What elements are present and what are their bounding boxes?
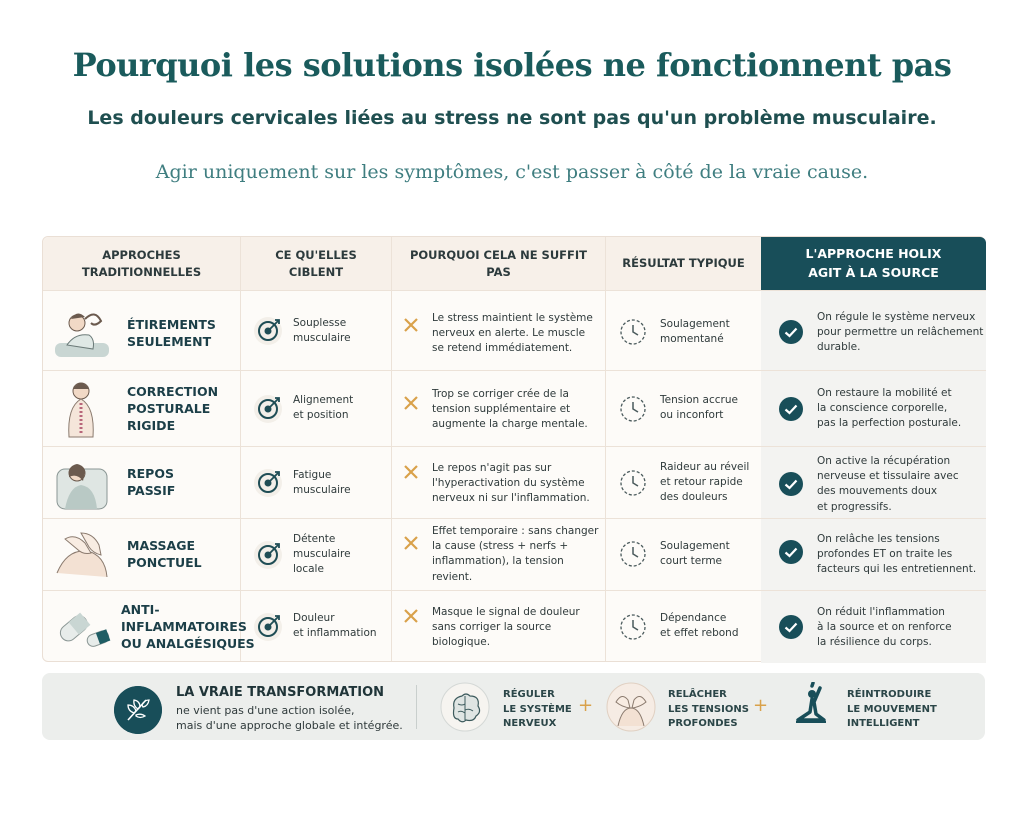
massage-neck-icon	[606, 682, 656, 732]
table-row	[43, 590, 986, 663]
target-text: Fatigue musculaire	[293, 469, 351, 497]
brain-icon	[440, 682, 490, 732]
step-label: RELÂCHER LES TENSIONS PROFONDES	[668, 689, 749, 729]
step-label: RÉINTRODUIRE LE MOUVEMENT INTELLIGENT	[847, 689, 937, 729]
clock-icon	[619, 395, 647, 423]
plus-sign: +	[578, 695, 594, 716]
approach-label: REPOS PASSIF	[127, 466, 176, 498]
plus-sign: +	[753, 695, 769, 716]
approach-label: ANTI- INFLAMMATOIRES OU ANALGÉSIQUES	[121, 602, 255, 651]
why-text: Effet temporaire : sans changer la cause (stress + nerfs + inflammation), la tension revient.	[432, 525, 599, 583]
target-text: Alignement et position	[293, 394, 354, 422]
target-icon	[253, 468, 283, 498]
result-text: Soulagement court terme	[660, 540, 730, 568]
banner-line-2: mais d'une approche globale et intégrée.	[176, 719, 403, 732]
page-title: Pourquoi les solutions isolées ne fonctionnent pas	[72, 46, 952, 84]
header-result	[606, 237, 761, 290]
holix-text: On régule le système nerveux pour permettre un relâchement durable.	[817, 311, 984, 354]
header-holix	[761, 237, 986, 290]
target-icon	[253, 540, 283, 570]
page-subtitle: Les douleurs cervicales liées au stress ne sont pas qu'un problème musculaire.	[87, 107, 937, 129]
check-icon	[779, 320, 803, 344]
approach-label: MASSAGE PONCTUEL	[127, 538, 202, 570]
header-approaches	[43, 237, 240, 290]
target-icon	[253, 612, 283, 642]
result-text: Soulagement momentané	[660, 318, 730, 346]
header-holix-label: L'APPROCHE HOLIX AGIT À LA SOURCE	[805, 246, 942, 280]
banner-line-1: ne vient pas d'une action isolée,	[176, 704, 355, 717]
check-icon	[779, 540, 803, 564]
cross-icon	[403, 608, 419, 624]
result-text: Tension accrue ou inconfort	[660, 394, 738, 422]
target-text: Douleur et inflammation	[293, 612, 377, 640]
header-why	[392, 237, 605, 290]
cross-icon	[403, 317, 419, 333]
why-text: Le repos n'agit pas sur l'hyperactivation du système nerveux ni sur l'inflammation.	[432, 462, 590, 505]
check-icon	[779, 615, 803, 639]
clock-icon	[619, 469, 647, 497]
clock-icon	[619, 540, 647, 568]
banner-divider	[416, 685, 417, 729]
target-text: Souplesse musculaire	[293, 317, 351, 345]
resting-woman-image	[51, 453, 113, 513]
result-text: Raideur au réveil et retour rapide des douleurs	[660, 461, 750, 504]
posture-spine-image	[51, 379, 113, 439]
massage-hands-image	[51, 525, 113, 585]
header-result-label: RÉSULTAT TYPIQUE	[622, 256, 745, 271]
holix-text: On réduit l'inflammation à la source et on renforce la résilience du corps.	[817, 606, 952, 649]
why-text: Masque le signal de douleur sans corriger la source biologique.	[432, 606, 580, 649]
banner-heading: LA VRAIE TRANSFORMATION	[176, 685, 384, 700]
target-text: Détente musculaire locale	[293, 533, 351, 576]
header-why-label: POURQUOI CELA NE SUFFIT PAS	[409, 247, 588, 279]
stretching-woman-image	[51, 301, 113, 361]
holix-text: On relâche les tensions profondes ET on traite les facteurs qui les entretiennent.	[817, 533, 977, 576]
table-row	[43, 518, 986, 590]
holix-text: On active la récupération nerveuse et tissulaire avec des mouvements doux et progressifs.	[817, 455, 959, 513]
yoga-pose-icon	[786, 682, 836, 732]
header-approaches-label: APPROCHES TRADITIONNELLES	[81, 247, 202, 279]
table-row	[43, 446, 986, 518]
pills-image	[51, 599, 113, 659]
table-row	[43, 370, 986, 446]
result-text: Dépendance et effet rebond	[660, 612, 739, 640]
header-targets	[241, 237, 391, 290]
approach-label: CORRECTION POSTURALE RIGIDE	[127, 384, 219, 433]
comparison-table	[42, 236, 985, 662]
holix-text: On restaure la mobilité et la conscience corporelle, pas la perfection posturale.	[817, 387, 962, 430]
clock-icon	[619, 318, 647, 346]
cross-icon	[403, 464, 419, 480]
check-icon	[779, 472, 803, 496]
transformation-banner	[42, 673, 985, 740]
cross-icon	[403, 535, 419, 551]
cross-icon	[403, 395, 419, 411]
clock-icon	[619, 613, 647, 641]
check-icon	[779, 397, 803, 421]
approach-label: ÉTIREMENTS SEULEMENT	[127, 317, 216, 349]
why-text: Trop se corriger crée de la tension supplémentaire et augmente la charge mentale.	[432, 388, 588, 431]
target-icon	[253, 316, 283, 346]
leaf-icon	[114, 686, 162, 734]
table-row	[43, 290, 986, 370]
page-tagline: Agir uniquement sur les symptômes, c'est passer à côté de la vraie cause.	[155, 161, 869, 183]
target-icon	[253, 394, 283, 424]
header-targets-label: CE QU'ELLES CIBLENT	[275, 247, 357, 279]
step-label: RÉGULER LE SYSTÈME NERVEUX	[503, 689, 572, 729]
why-text: Le stress maintient le système nerveux en alerte. Le muscle se retend immédiatement.	[432, 312, 593, 355]
